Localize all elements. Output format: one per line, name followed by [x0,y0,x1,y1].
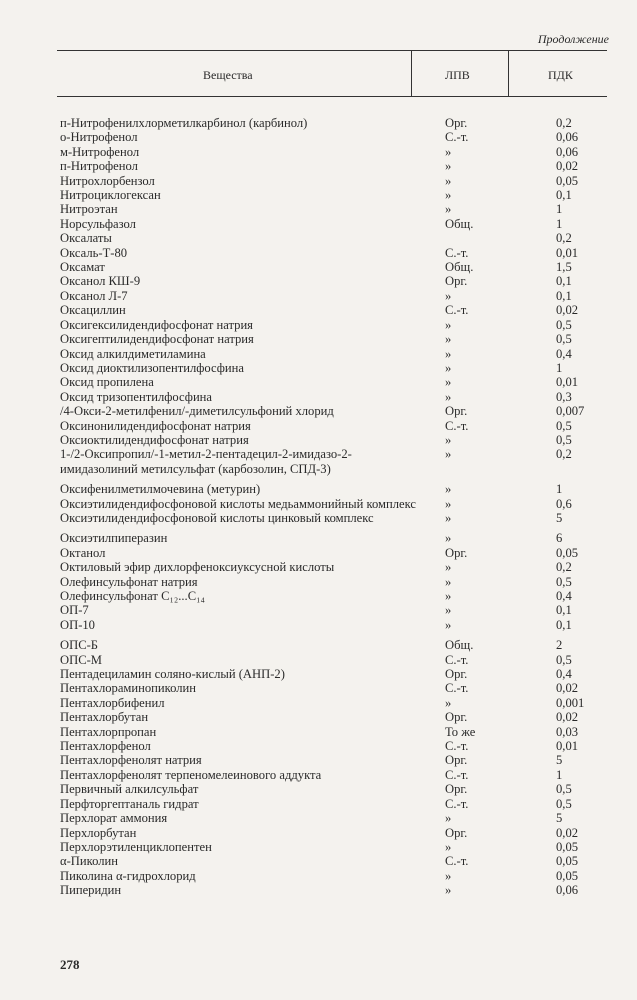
lpv-value: С.-т. [445,767,469,782]
lpv-value: С.-т. [445,854,469,869]
substance-name: Оксифенилметилмочевина (метурин) [60,482,261,497]
pdk-value: 0,4 [556,667,572,682]
lpv-value: » [445,617,452,632]
table-row [60,260,610,274]
lpv-value: С.-т. [445,652,469,667]
pdk-value: 0,4 [556,589,572,603]
pdk-value: 0,03 [556,724,579,739]
pdk-value: 0,5 [556,652,572,667]
lpv-value: » [445,868,452,883]
table-row [60,546,610,560]
table-row [60,667,610,681]
pdk-value: 0,02 [556,303,579,318]
table-row [60,840,610,854]
header-substance: Вещества [203,68,253,82]
lpv-value: » [445,589,452,603]
pdk-value: 5 [556,753,563,768]
substance-name: Оксиэтилпиперазин [60,531,168,546]
pdk-value: 0,1 [556,288,572,303]
substance-name: Пиколина α-гидрохлорид [60,868,196,883]
table-row [60,332,610,346]
substance-name: ОП-10 [60,617,95,632]
table-row [60,159,610,173]
substance-name: Оксигексилидендифосфонат натрия [60,317,253,332]
pdk-value: 1 [556,482,563,497]
table-row [60,347,610,361]
lpv-value: » [445,144,452,159]
pdk-value: 0,3 [556,389,572,404]
substance-name: Нитроэтан [60,202,118,217]
table-row [60,575,610,589]
table-row [60,116,610,130]
table-row [60,447,610,476]
header-pdk: ПДК [548,68,573,82]
pdk-value: 0,5 [556,317,572,332]
table-row [60,883,610,897]
substance-name: Перхлорат аммония [60,811,168,826]
substance-name: Пентахлорпропан [60,724,157,739]
lpv-value: Общ. [445,216,474,231]
pdk-value: 0,06 [556,883,579,898]
pdk-value: 0,02 [556,681,579,696]
table-row [60,710,610,724]
table-row [60,497,610,511]
continuation-label: Продолжение [537,32,609,46]
table-row [60,782,610,796]
substance-name: Оксалаты [60,231,112,246]
lpv-value: Орг. [445,782,468,797]
lpv-value: Орг. [445,274,468,289]
table-row [60,303,610,317]
header-lpv: ЛПВ [445,68,470,82]
lpv-value: Орг. [445,404,468,419]
pdk-value: 0,5 [556,418,572,433]
substance-name: Пентахлорбифенил [60,695,165,710]
header-bottom-rule [57,96,607,97]
table-row [60,231,610,245]
pdk-value: 0,02 [556,825,579,840]
lpv-value: Орг. [445,116,468,130]
substance-name: 1-/2-Оксипропил/-1-метил-2-пентадецил-2-имидазо-2-имидазолиний метилсульфат (карбозолин, СПД-3) [60,447,352,476]
table-row [60,653,610,667]
substance-name: Олефинсульфонат С₁₂...С₁₄ [60,589,205,603]
substance-name: Перфторгептаналь гидрат [60,796,199,811]
lpv-value: Общ. [445,638,474,653]
pdk-value: 0,5 [556,332,572,347]
lpv-value: Орг. [445,667,468,682]
substance-name: Пентадециламин соляно-кислый (АНП-2) [60,667,285,682]
substance-name: Оксигептилидендифосфонат натрия [60,332,254,347]
substance-name: Оксид пропилена [60,375,154,390]
pdk-value: 0,2 [556,231,572,246]
pdk-value: 1 [556,216,563,231]
lpv-value: » [445,288,452,303]
table-row [60,753,610,767]
pdk-value: 0,05 [556,545,579,560]
lpv-value: Орг. [445,545,468,560]
table-row [60,202,610,216]
lpv-value: » [445,202,452,217]
pdk-value: 1 [556,767,563,782]
lpv-value: » [445,839,452,854]
substance-name: Оксанол КШ-9 [60,274,141,289]
pdk-value: 0,4 [556,346,572,361]
table-row [60,130,610,144]
column-divider [411,51,412,96]
table-row [60,482,610,496]
lpv-value: » [445,159,452,174]
lpv-value: » [445,375,452,390]
substance-name: о-Нитрофенол [60,130,138,145]
pdk-value: 0,2 [556,447,572,462]
table-row [60,145,610,159]
substance-name: Оксациллин [60,303,126,318]
pdk-value: 0,1 [556,617,572,632]
lpv-value: Орг. [445,753,468,768]
table-row [60,511,610,525]
pdk-value: 0,6 [556,496,572,511]
lpv-value: » [445,432,452,447]
table-row [60,433,610,447]
table-row [60,375,610,389]
pdk-value: 0,02 [556,159,579,174]
table-row [60,274,610,288]
table-row [60,390,610,404]
table-row [60,217,610,231]
column-divider [508,51,509,96]
pdk-value: 0,5 [556,574,572,589]
substance-name: Оксинонилидендифосфонат натрия [60,418,251,433]
table-row [60,696,610,710]
pdk-value: 1 [556,202,563,217]
substance-name: Пентахлораминопиколин [60,681,197,696]
lpv-value: » [445,811,452,826]
table-row [60,174,610,188]
table-row [60,361,610,375]
pdk-value: 0,1 [556,274,572,289]
pdk-value: 0,01 [556,245,579,260]
table-row [60,318,610,332]
substance-name: Оксиэтилидендифосфоновой кислоты медьаммонийный комплекс [60,496,417,511]
pdk-value: 0,5 [556,432,572,447]
substance-name: Октиловый эфир дихлорфеноксиуксусной кислоты [60,560,335,575]
substance-name: Норсульфазол [60,216,136,231]
substance-name: Оксиоктилидендифосфонат натрия [60,432,249,447]
substance-name: Олефинсульфонат натрия [60,574,198,589]
substance-name: /4-Окси-2-метилфенил/-диметилсульфоний хлорид [60,404,334,419]
substance-name: Октанол [60,545,106,560]
substance-name: п-Нитрофенол [60,159,138,174]
substance-name: α-Пиколин [60,854,118,869]
pdk-value: 0,06 [556,144,579,159]
lpv-value: » [445,188,452,203]
substance-name: Оксаль-Т-80 [60,245,128,260]
table-row [60,826,610,840]
table-row [60,797,610,811]
substance-table [60,116,610,898]
table-row [60,768,610,782]
table-row [60,725,610,739]
substance-name: Пиперидин [60,883,122,898]
lpv-value: » [445,531,452,546]
substance-name: м-Нитрофенол [60,144,140,159]
pdk-value: 0,05 [556,868,579,883]
substance-name: Оксид диоктилизопентилфосфина [60,360,244,375]
substance-name: Оксамат [60,260,105,275]
pdk-value: 0,5 [556,796,572,811]
pdk-value: 5 [556,510,563,525]
table-row [60,681,610,695]
lpv-value: » [445,560,452,575]
table-row [60,404,610,418]
pdk-value: 0,2 [556,116,572,130]
lpv-value: С.-т. [445,130,469,145]
pdk-value: 0,01 [556,739,579,754]
substance-name: Пентахлорфенолят натрия [60,753,202,768]
table-row [60,289,610,303]
substance-name: Оксид алкилдиметиламина [60,346,206,361]
substance-name: Оксиэтилидендифосфоновой кислоты цинковый комплекс [60,510,374,525]
pdk-value: 0,1 [556,188,572,203]
substance-name: ОПС-Б [60,638,99,653]
table-row [60,811,610,825]
table-row [60,603,610,617]
pdk-value: 0,001 [556,695,585,710]
pdk-value: 0,1 [556,603,572,618]
page-number: 278 [60,957,80,972]
pdk-value: 6 [556,531,563,546]
lpv-value: » [445,346,452,361]
pdk-value: 0,05 [556,854,579,869]
lpv-value: » [445,482,452,497]
substance-name: Оксанол Л-7 [60,288,128,303]
pdk-value: 0,06 [556,130,579,145]
lpv-value: » [445,695,452,710]
table-row [60,739,610,753]
lpv-value: » [445,574,452,589]
substance-name: Первичный алкилсульфат [60,782,199,797]
table-row [60,531,610,545]
substance-name: Перхлорбутан [60,825,137,840]
table-row [60,419,610,433]
lpv-value: » [445,360,452,375]
pdk-value: 2 [556,638,563,653]
table-row [60,188,610,202]
substance-name: п-Нитрофенилхлорметилкарбинол (карбинол) [60,116,308,130]
substance-name: Нитрохлорбензол [60,173,155,188]
lpv-value: С.-т. [445,245,469,260]
pdk-value: 0,007 [556,404,585,419]
table-row [60,618,610,632]
substance-name: Пентахлорфенол [60,739,151,754]
lpv-value: » [445,496,452,511]
pdk-value: 0,02 [556,710,579,725]
substance-name: Оксид тризопентилфосфина [60,389,213,404]
substance-name: Нитроциклогексан [60,188,161,203]
table-row [60,246,610,260]
lpv-value: » [445,603,452,618]
lpv-value: С.-т. [445,796,469,811]
substance-name: Перхлорэтиленциклопентен [60,839,212,854]
lpv-value: » [445,510,452,525]
pdk-value: 5 [556,811,563,826]
lpv-value: » [445,883,452,898]
table-row [60,854,610,868]
table-row [60,560,610,574]
lpv-value: С.-т. [445,739,469,754]
table-top-rule [57,50,607,51]
lpv-value: » [445,317,452,332]
lpv-value: С.-т. [445,681,469,696]
table-row [60,869,610,883]
substance-name: ОПС-М [60,652,102,667]
pdk-value: 1 [556,360,563,375]
lpv-value: Орг. [445,825,468,840]
pdk-value: 1,5 [556,260,572,275]
lpv-value: С.-т. [445,418,469,433]
pdk-value: 0,2 [556,560,572,575]
pdk-value: 0,01 [556,375,579,390]
lpv-value: » [445,389,452,404]
substance-name: Пентахлорбутан [60,710,149,725]
lpv-value: Орг. [445,710,468,725]
lpv-value: » [445,173,452,188]
pdk-value: 0,05 [556,839,579,854]
substance-name: ОП-7 [60,603,89,618]
lpv-value: » [445,332,452,347]
pdk-value: 0,5 [556,782,572,797]
substance-name: Пентахлорфенолят терпеномелеинового аддукта [60,767,322,782]
lpv-value: То же [445,724,476,739]
table-row [60,638,610,652]
lpv-value: С.-т. [445,303,469,318]
lpv-value: Общ. [445,260,474,275]
pdk-value: 0,05 [556,173,579,188]
lpv-value: » [445,447,452,462]
table-row [60,589,610,603]
